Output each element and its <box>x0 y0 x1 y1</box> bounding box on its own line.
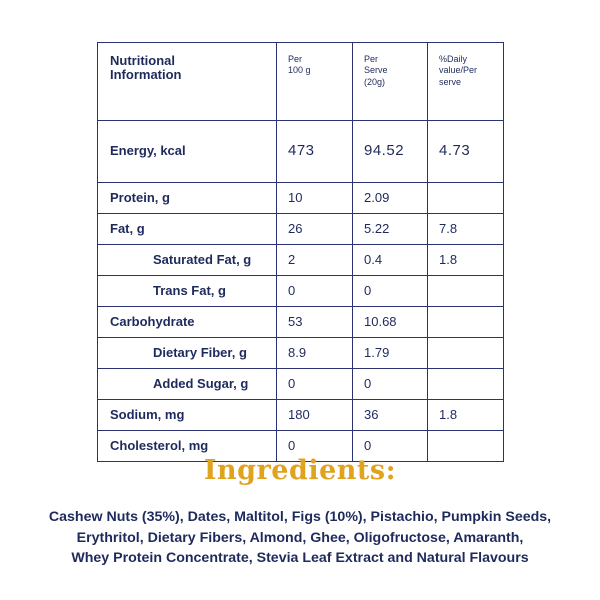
cell-per-serve: 5.22 <box>353 214 428 245</box>
cell-daily-value <box>428 369 504 400</box>
cell-per-100g: 2 <box>277 245 353 276</box>
cell-per-100g: 0 <box>277 276 353 307</box>
ingredients-line: Erythritol, Dietary Fibers, Almond, Ghee, Oligofructose, Amaranth, <box>76 529 524 546</box>
cell-per-100g: 473 <box>277 121 353 183</box>
row-label: Sodium, mg <box>98 400 277 431</box>
table-row-carbohydrate <box>98 307 504 338</box>
cell-per-serve: 0.4 <box>353 245 428 276</box>
cell-per-100g: 53 <box>277 307 353 338</box>
table-row-sodium <box>98 400 504 431</box>
table-row-trans-fat <box>98 276 504 307</box>
cell-per-serve: 10.68 <box>353 307 428 338</box>
row-label: Energy, kcal <box>98 121 277 183</box>
table-row-protein <box>98 183 504 214</box>
cell-per-serve: 1.79 <box>353 338 428 369</box>
cell-daily-value <box>428 276 504 307</box>
row-label: Saturated Fat, g <box>98 245 277 276</box>
header-per-serve: Per Serve (20g) <box>353 43 428 121</box>
cell-per-100g: 180 <box>277 400 353 431</box>
header-daily-value: %Daily value/Per serve <box>428 43 504 121</box>
row-label: Trans Fat, g <box>98 276 277 307</box>
table-header-row <box>98 43 504 121</box>
cell-per-serve: 94.52 <box>353 121 428 183</box>
cell-per-100g: 8.9 <box>277 338 353 369</box>
table-row-energy <box>98 121 504 183</box>
cell-per-serve: 2.09 <box>353 183 428 214</box>
row-label: Fat, g <box>98 214 277 245</box>
header-per-100g: Per 100 g <box>277 43 353 121</box>
row-label: Protein, g <box>98 183 277 214</box>
ingredients-list <box>0 507 600 569</box>
cell-per-serve: 36 <box>353 400 428 431</box>
ingredients-line: Cashew Nuts (35%), Dates, Maltitol, Figs (10%), Pistachio, Pumpkin Seeds, <box>48 509 552 525</box>
ingredients-line: Whey Protein Concentrate, Stevia Leaf Extract and Natural Flavours <box>71 550 529 566</box>
cell-daily-value <box>428 338 504 369</box>
table-row-fat <box>98 214 504 245</box>
table-row-dietary-fiber <box>98 338 504 369</box>
row-label: Carbohydrate <box>98 307 277 338</box>
row-label: Added Sugar, g <box>98 369 277 400</box>
row-label: Cholesterol, mg <box>98 431 277 462</box>
nutrition-table <box>97 42 504 462</box>
cell-per-100g: 0 <box>277 369 353 400</box>
cell-per-100g: 26 <box>277 214 353 245</box>
cell-daily-value: 1.8 <box>428 245 504 276</box>
header-nutritional-information: Nutritional Information <box>98 43 277 121</box>
cell-per-serve: 0 <box>353 431 428 462</box>
cell-daily-value: 4.73 <box>428 121 504 183</box>
cell-per-100g: 10 <box>277 183 353 214</box>
cell-daily-value <box>428 183 504 214</box>
cell-daily-value: 7.8 <box>428 214 504 245</box>
table-row-saturated-fat <box>98 245 504 276</box>
ingredients-title: Ingredients: <box>203 455 397 486</box>
cell-daily-value: 1.8 <box>428 400 504 431</box>
cell-daily-value <box>428 307 504 338</box>
cell-per-100g: 0 <box>277 431 353 462</box>
cell-per-serve: 0 <box>353 276 428 307</box>
cell-per-serve: 0 <box>353 369 428 400</box>
row-label: Dietary Fiber, g <box>98 338 277 369</box>
table-row-added-sugar <box>98 369 504 400</box>
